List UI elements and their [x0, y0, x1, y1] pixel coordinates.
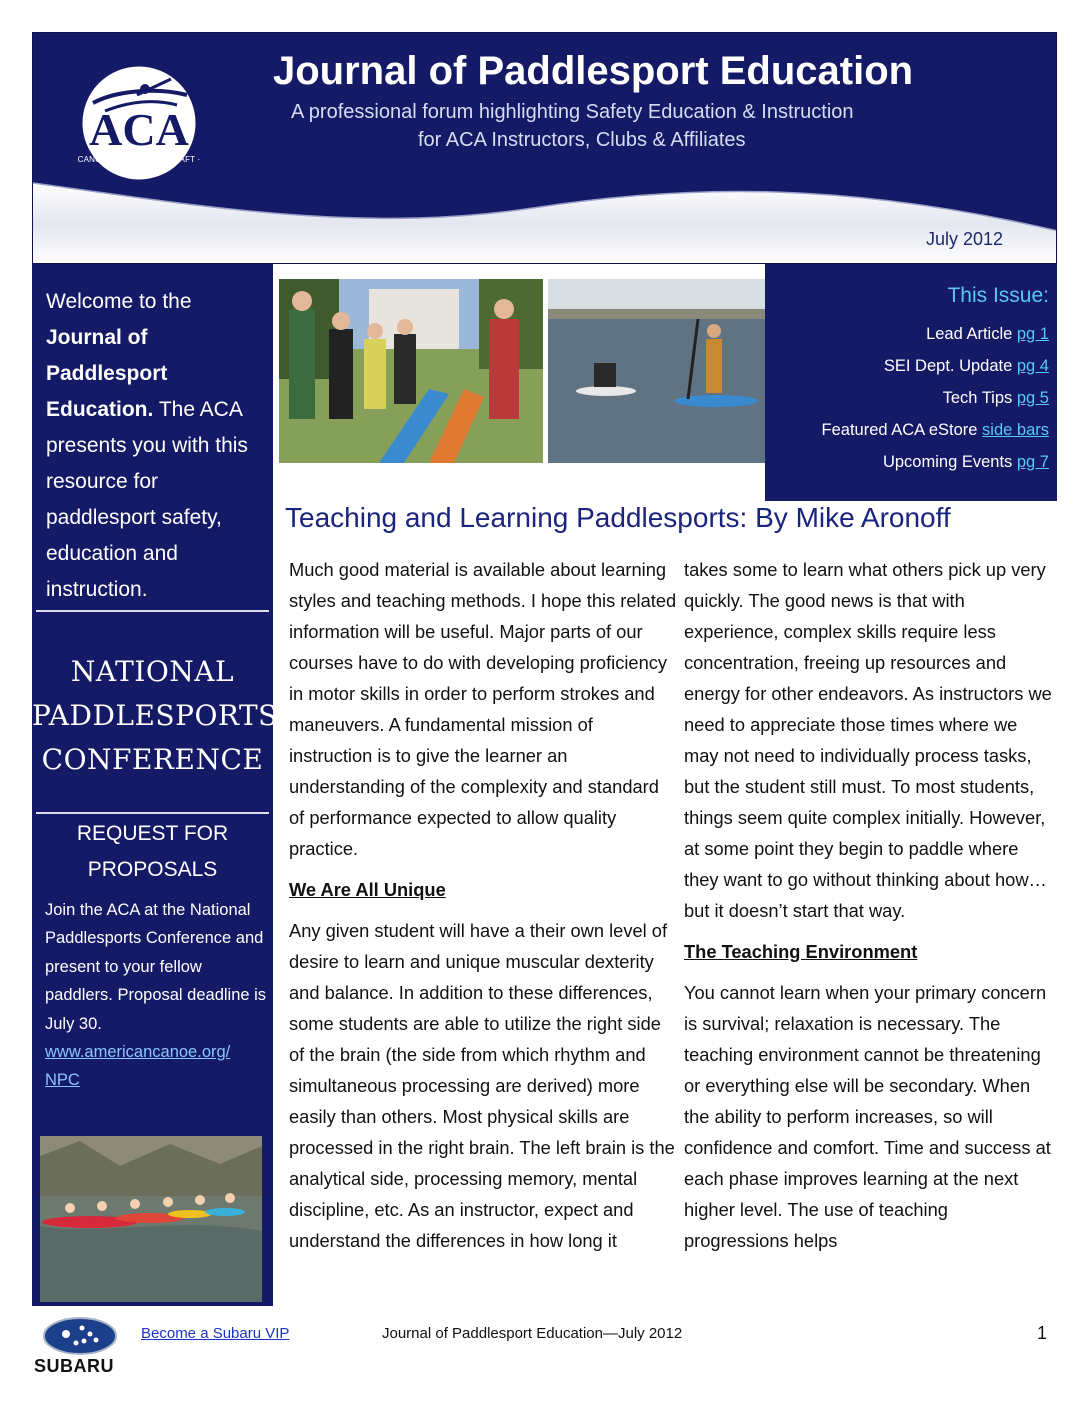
- journal-subtitle-line1: A professional forum highlighting Safety Education & Instruction: [291, 101, 854, 123]
- article-column-left: [289, 554, 677, 1266]
- issue-date: July 2012: [926, 229, 1004, 249]
- sidebar-divider: [36, 610, 269, 612]
- article-paragraph: Much good material is available about learning styles and teaching methods. I hope this related information will be useful. Major parts of our courses have to do with developing proficiency in motor skills in order to perform strokes and maneuvers. A fundamental mission of instruction is to give the learner an understanding of the complexity and standard of performance expected to allow quality practice.: [289, 559, 677, 859]
- issue-item-label: Upcoming Events: [882, 453, 1017, 471]
- issue-item-page-link[interactable]: side bars: [982, 421, 1049, 439]
- section-heading-environment: The Teaching Environment: [684, 941, 918, 962]
- issue-item-page-link[interactable]: pg 7: [1016, 453, 1049, 471]
- article-paragraph: takes some to learn what others pick up very quickly. The good news is that with experience, complex skills require less concentration, freeing up resources and energy for other endeavors. As instructors we need to appreciate those times where we may not need to individually process tasks, but the student still must. To most students, things seem quite complex initially. However, at some point they begin to paddle where they want to go without thinking about how…but it doesn’t start that way.: [684, 559, 1052, 921]
- instruction-group-photo: [279, 279, 543, 463]
- rfp-line2: PROPOSALS: [87, 858, 218, 881]
- header-banner: [32, 32, 1057, 264]
- list-item: [822, 414, 1049, 446]
- list-item: [822, 446, 1049, 478]
- article-paragraph: Any given student will have a their own level of desire to learn and unique muscular dexterity and balance. In addition to these differences, some students are able to utilize the right side of the brain (the side from which rhythm and simultaneous processing are derived) more easily than others. Most physical skills are processed in the right brain. The left brain is the analytical side, processing memory, mental discipline, etc. As an instructor, expect and understand the differences in how long it: [289, 920, 675, 1251]
- issue-item-label: Lead Article: [926, 325, 1017, 343]
- issue-item-label: Tech Tips: [942, 389, 1017, 407]
- welcome-text: [46, 284, 268, 608]
- logo-text: ACA: [89, 104, 189, 155]
- footer-journal-date: Journal of Paddlesport Education—July 2012: [382, 1325, 683, 1342]
- list-item: [822, 318, 1049, 350]
- npc-link-line1: www.americancanoe.org/: [45, 1043, 231, 1062]
- npc-link-line2: NPC: [45, 1071, 80, 1090]
- section-heading-unique: We Are All Unique: [289, 879, 446, 900]
- article-paragraph: You cannot learn when your primary concern is survival; relaxation is necessary. The teaching environment cannot be threatening or everything else will be secondary. When the ability to perform increases, so will confidence and comfort. Time and success at each phase improves learning at the next higher level. The use of teaching progressions helps: [684, 982, 1051, 1251]
- npc-link[interactable]: [45, 1043, 230, 1089]
- welcome-journal-name: Journal of Paddlesport Education.: [46, 326, 168, 421]
- article-column-right: [684, 554, 1054, 1266]
- issue-item-page-link[interactable]: pg 5: [1016, 389, 1049, 407]
- kayakers-river-photo: [40, 1136, 262, 1302]
- rfp-heading: [32, 816, 273, 888]
- journal-subtitle-line2: for ACA Instructors, Clubs & Affiliates: [418, 129, 746, 151]
- npc-line2: PADDLESPORTS: [32, 699, 278, 732]
- sidebar-divider: [36, 812, 269, 814]
- logo-tagline: CANOE · KAYAK · SUP · RAFT · RESCUE: [77, 155, 201, 173]
- paddleboard-photo: [548, 279, 766, 463]
- issue-item-page-link[interactable]: pg 4: [1016, 357, 1049, 375]
- npc-line1: NATIONAL: [70, 655, 235, 688]
- article-headline: Teaching and Learning Paddlesports: By Mike Aronoff: [285, 502, 951, 533]
- issue-item-label: SEI Dept. Update: [883, 357, 1017, 375]
- page-number: 1: [1037, 1323, 1048, 1343]
- journal-title: Journal of Paddlesport Education: [273, 49, 914, 93]
- issue-item-page-link[interactable]: pg 1: [1016, 325, 1049, 343]
- this-issue-box: [765, 264, 1057, 501]
- list-item: [822, 350, 1049, 382]
- this-issue-title: This Issue:: [947, 284, 1049, 307]
- left-sidebar: [32, 264, 278, 1306]
- npc-line3: CONFERENCE: [41, 743, 264, 776]
- subaru-vip-link[interactable]: Become a Subaru VIP: [141, 1325, 290, 1342]
- issue-contents-list: [822, 318, 1049, 478]
- npc-join-text: [45, 896, 267, 1095]
- rfp-line1: REQUEST FOR: [76, 822, 229, 845]
- list-item: [822, 382, 1049, 414]
- subaru-wordmark: SUBARU: [34, 1356, 115, 1376]
- join-description: Join the ACA at the National Paddlesports Conference and present to your fellow paddlers. Proposal deadline is July 30.: [45, 901, 267, 1033]
- welcome-rest: The ACA presents you with this resource for paddlesport safety, education and instruction.: [46, 398, 248, 601]
- welcome-lead: Welcome to the: [46, 290, 192, 313]
- npc-heading: [32, 650, 278, 782]
- issue-item-label: Featured ACA eStore: [821, 421, 983, 439]
